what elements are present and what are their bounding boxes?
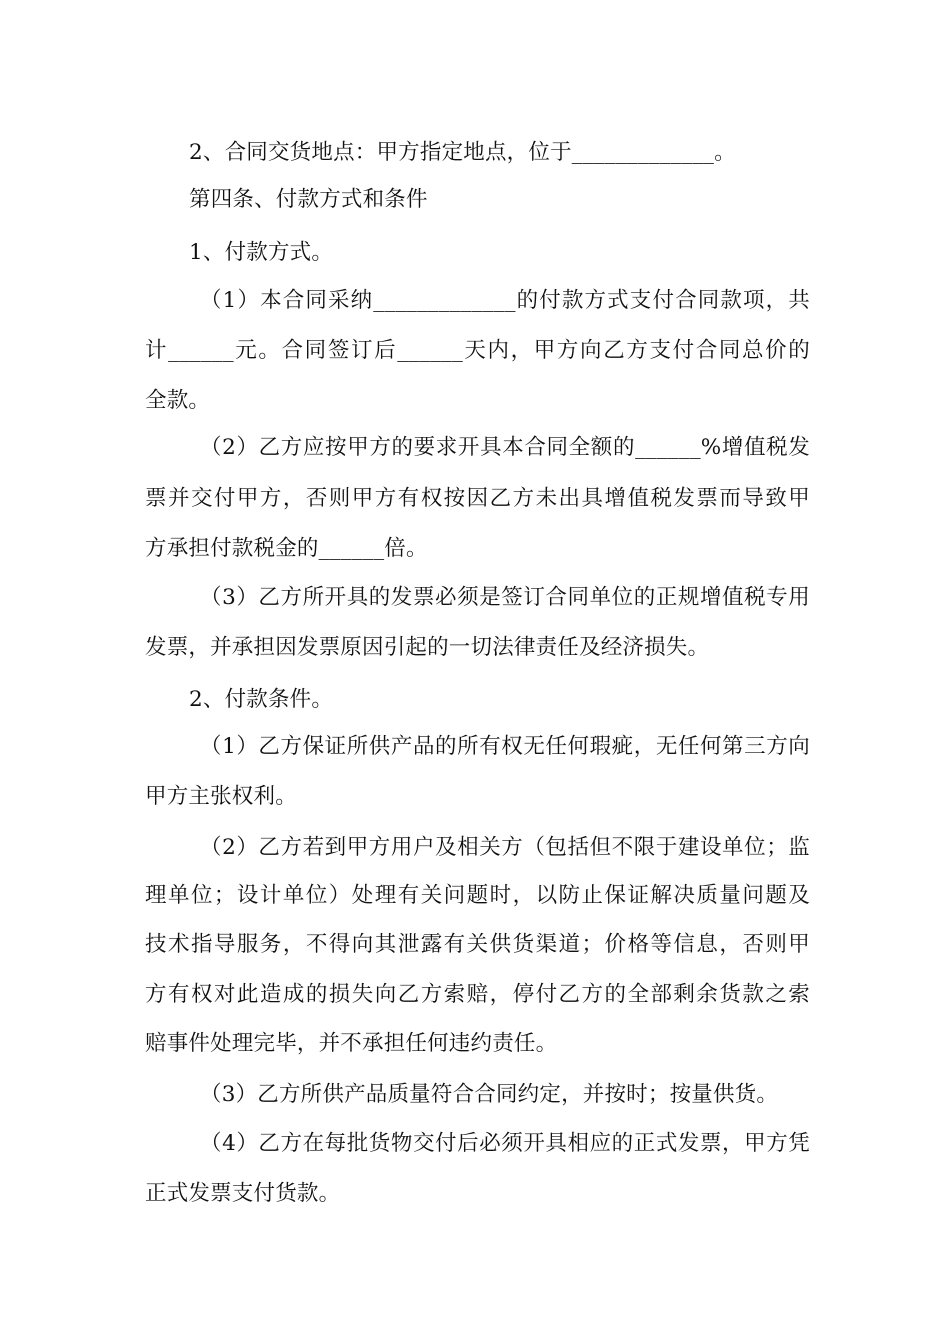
payment-conditions-item-4-line-2: 正式发票支付货款。 (145, 1181, 341, 1206)
clause-delivery-location: 2、合同交货地点：甲方指定地点，位于_____________。 (189, 140, 736, 165)
payment-conditions-item-2-line-3: 技术指导服务，不得向其泄露有关供货渠道；价格等信息，否则甲 (145, 932, 810, 957)
payment-conditions-item-2-line-4: 方有权对此造成的损失向乙方索赔，停付乙方的全部剩余货款之索 (145, 982, 810, 1007)
payment-conditions-item-2-line-2: 理单位；设计单位）处理有关问题时，以防止保证解决质量问题及 (145, 883, 810, 908)
payment-method-item-2-line-2: 票并交付甲方，否则甲方有权按因乙方未出具增值税发票而导致甲 (145, 486, 810, 511)
payment-conditions-item-2-line-5: 赔事件处理完毕，并不承担任何违约责任。 (145, 1031, 558, 1056)
payment-method-item-1-line-2: 计______元。合同签订后______天内，甲方向乙方支付合同总价的 (145, 338, 810, 363)
payment-method-item-2-line-3: 方承担付款税金的______倍。 (145, 536, 428, 561)
payment-method-heading: 1、付款方式。 (189, 240, 334, 265)
payment-conditions-item-4-line-1: （4）乙方在每批货物交付后必须开具相应的正式发票，甲方凭 (200, 1131, 810, 1156)
payment-method-item-3-line-1: （3）乙方所开具的发票必须是签订合同单位的正规增值税专用 (200, 585, 810, 610)
article-four-heading: 第四条、付款方式和条件 (189, 187, 428, 212)
payment-conditions-heading: 2、付款条件。 (189, 687, 334, 712)
payment-conditions-item-3: （3）乙方所供产品质量符合合同约定，并按时；按量供货。 (200, 1082, 779, 1107)
payment-method-item-2-line-1: （2）乙方应按甲方的要求开具本合同全额的______%增值税发 (200, 435, 810, 460)
payment-method-item-3-line-2: 发票，并承担因发票原因引起的一切法律责任及经济损失。 (145, 635, 710, 660)
payment-method-item-1-line-1: （1）本合同采纳_____________的付款方式支付合同款项，共 (200, 288, 810, 313)
payment-conditions-item-1-line-1: （1）乙方保证所供产品的所有权无任何瑕疵，无任何第三方向 (200, 734, 810, 759)
payment-conditions-item-1-line-2: 甲方主张权利。 (145, 784, 297, 809)
payment-method-item-1-line-3: 全款。 (145, 388, 211, 413)
payment-conditions-item-2-line-1: （2）乙方若到甲方用户及相关方（包括但不限于建设单位；监 (200, 835, 810, 860)
